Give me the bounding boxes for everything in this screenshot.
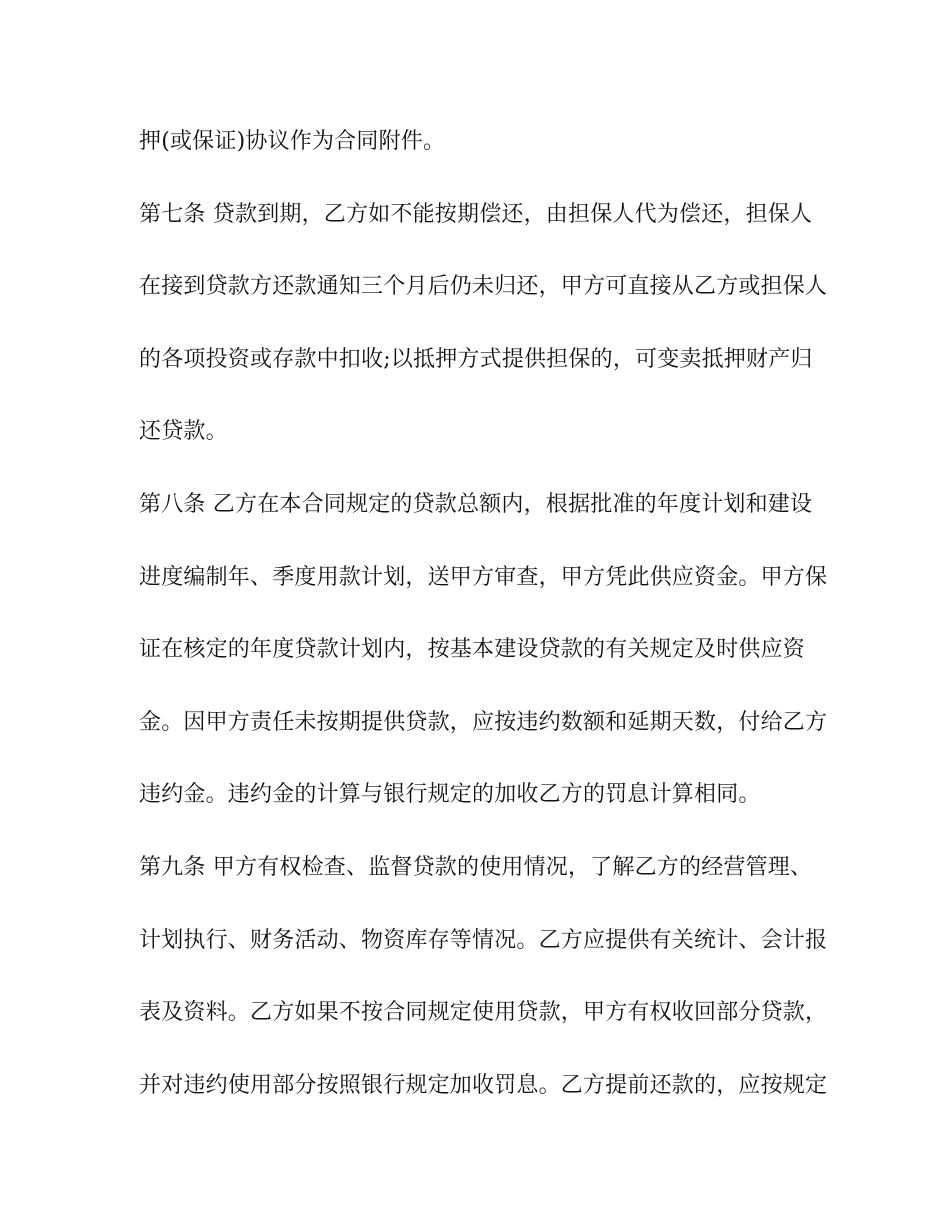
text-line: 违约金。违约金的计算与银行规定的加收乙方的罚息计算相同。 [139,782,761,808]
text-line: 第九条 甲方有权检查、监督贷款的使用情况，了解乙方的经营管理、 [139,854,813,880]
text-line: 证在核定的年度贷款计划内，按基本建设贷款的有关规定及时供应资 [139,637,806,663]
text-line: 第七条 贷款到期，乙方如不能按期偿还，由担保人代为偿还，担保人 [139,201,813,227]
text-line: 第八条 乙方在本合同规定的贷款总额内，根据批准的年度计划和建设 [139,491,813,517]
document-body [139,124,829,1140]
text-line: 表及资料。乙方如果不按合同规定使用贷款，甲方有权收回部分贷款， [139,1000,828,1026]
text-line: 计划执行、财务活动、物资库存等情况。乙方应提供有关统计、会计报 [139,927,828,953]
text-line: 进度编制年、季度用款计划，送甲方审查，甲方凭此供应资金。甲方保 [139,564,828,590]
text-line: 押(或保证)协议作为合同附件。 [139,129,446,154]
text-line: 的各项投资或存款中扣收;以抵押方式提供担保的，可变卖抵押财产归 [139,346,813,372]
text-line: 在接到贷款方还款通知三个月后仍未归还，甲方可直接从乙方或担保人 [139,274,828,300]
text-line: 还贷款。 [139,419,228,445]
text-line: 并对违约使用部分按照银行规定加收罚息。乙方提前还款的，应按规定 [139,1072,828,1098]
text-line: 金。因甲方责任未按期提供贷款，应按违约数额和延期天数，付给乙方 [139,709,828,735]
